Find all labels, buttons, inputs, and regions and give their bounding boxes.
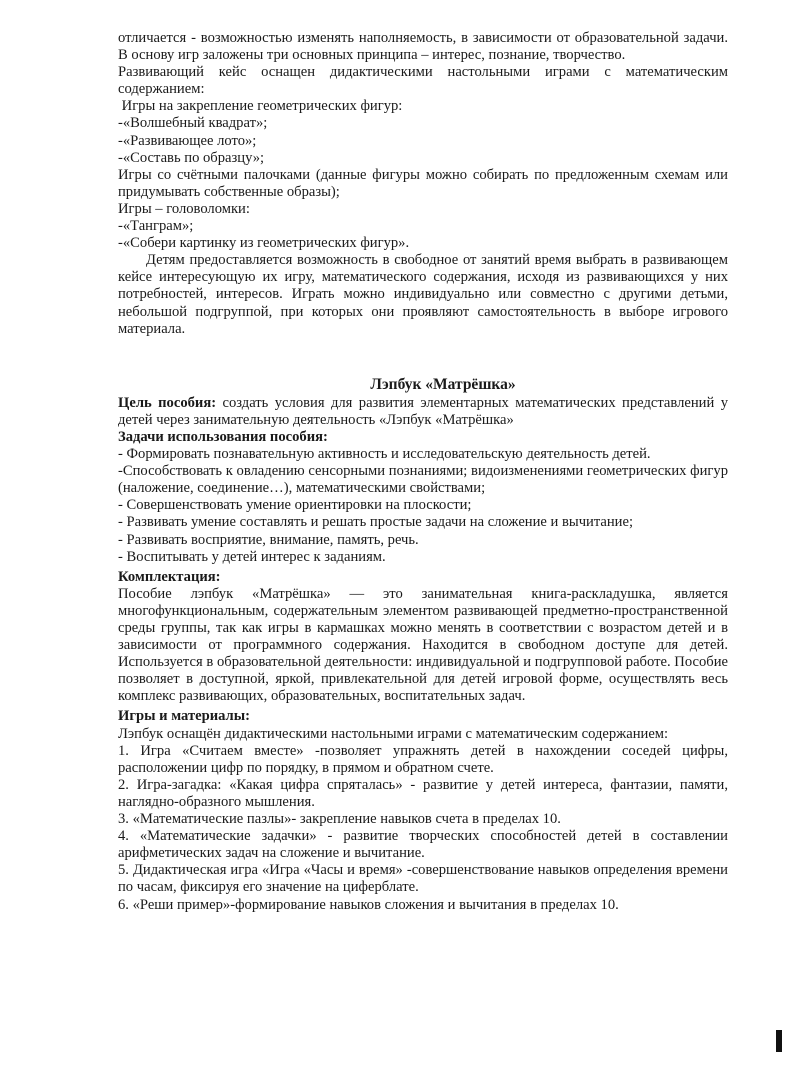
counting-sticks-heading: Игры со счётными палочками (данные фигуры можно собирать по предложенным схемам или придумывать собственные образы);	[118, 166, 728, 200]
list-item: -«Составь по образцу»;	[118, 149, 265, 166]
scan-edge-mark	[776, 1030, 782, 1052]
tasks-heading: Задачи использования пособия:	[118, 428, 328, 445]
list-item: - Воспитывать у детей интерес к заданиям.	[118, 548, 386, 565]
goal-text: создать условия для развития элементарных математических представлений у детей через занимательную деятельность «Лэпбук «Матрёшка»	[118, 394, 728, 428]
games-heading: Игры и материалы:	[118, 708, 250, 725]
goal-paragraph	[118, 395, 728, 429]
game-item: 4. «Математические задачки» - развитие творческих способностей детей в составлении арифметических задач на сложение и вычитание.	[118, 828, 728, 862]
case-description: Развивающий кейс оснащен дидактическими настольными играми с математическим содержанием:	[118, 64, 728, 98]
list-item: - Совершенствовать умение ориентировки на плоскости;	[118, 497, 472, 514]
geometry-games-heading: Игры на закрепление геометрических фигур:	[118, 98, 403, 115]
list-item: -«Волшебный квадрат»;	[118, 115, 268, 132]
kit-heading: Комплектация:	[118, 568, 221, 585]
closing-paragraph: Детям предоставляется возможность в свободное от занятий время выбрать в развивающем кейсе интересующую их игру, математического содержания, исходя из развивающихся у них потребностей, интересов. Играть можно индивидуально или совместно с другими детьми, небольшой подгруппой, при которых они проявляют самостоятельность в выборе игрового материала.	[118, 252, 728, 337]
game-item: 3. «Математические пазлы»- закрепление навыков счета в пределах 10.	[118, 811, 561, 828]
games-intro: Лэпбук оснащён дидактическими настольными играми с математическим содержанием:	[118, 725, 669, 742]
game-item: 5. Дидактическая игра «Игра «Часы и время» -совершенствование навыков определения времени по часам, фиксируя его значение на циферблате.	[118, 862, 728, 896]
intro-paragraph: отличается - возможностью изменять наполняемость, в зависимости от образовательной задачи. В основу игр заложены три основных принципа – интерес, познание, творчество.	[118, 30, 728, 64]
list-item: -«Танграм»;	[118, 218, 194, 235]
kit-paragraph: Пособие лэпбук «Матрёшка» — это занимательная книга-раскладушка, является многофункциональным, содержательным элементом развивающей предметно-пространственной среды группы, так как игры в кармашках можно менять в соответствии с возрастом детей и в зависимости от программного содержания. Находится в свободном доступе для детей. Используется в образовательной деятельности: индивидуальной и подгрупповой работе. Пособие позволяет в доступной, яркой, привлекательной для детей игровой форме, осуществлять весь комплекс развивающих, образовательных, воспитательных задач.	[118, 585, 728, 705]
puzzles-heading: Игры – головоломки:	[118, 200, 250, 217]
list-item: -Способствовать к овладению сенсорными познаниями; видоизменениями геометрических фигур (наложение, соединение…), математическими свойствами;	[118, 463, 728, 497]
list-item: -«Развивающее лото»;	[118, 132, 257, 149]
section-title: Лэпбук «Матрёшка»	[370, 375, 516, 393]
game-item: 2. Игра-загадка: «Какая цифра спряталась» - развитие у детей интереса, фантазии, памяти, наглядно-образного мышления.	[118, 776, 728, 810]
game-item: 1. Игра «Считаем вместе» -позволяет упражнять детей в нахождении соседей цифры, расположении цифр по порядку, в прямом и обратном счете.	[118, 742, 728, 776]
section-gap	[118, 338, 728, 372]
goal-label: Цель пособия:	[118, 394, 217, 411]
list-item: -«Собери картинку из геометрических фигур».	[118, 235, 410, 252]
list-item: - Формировать познавательную активность и исследовательскую деятельность детей.	[118, 446, 651, 463]
list-item: - Развивать восприятие, внимание, память, речь.	[118, 531, 419, 548]
game-item: 6. «Реши пример»-формирование навыков сложения и вычитания в пределах 10.	[118, 896, 619, 913]
list-item: - Развивать умение составлять и решать простые задачи на сложение и вычитание;	[118, 514, 634, 531]
